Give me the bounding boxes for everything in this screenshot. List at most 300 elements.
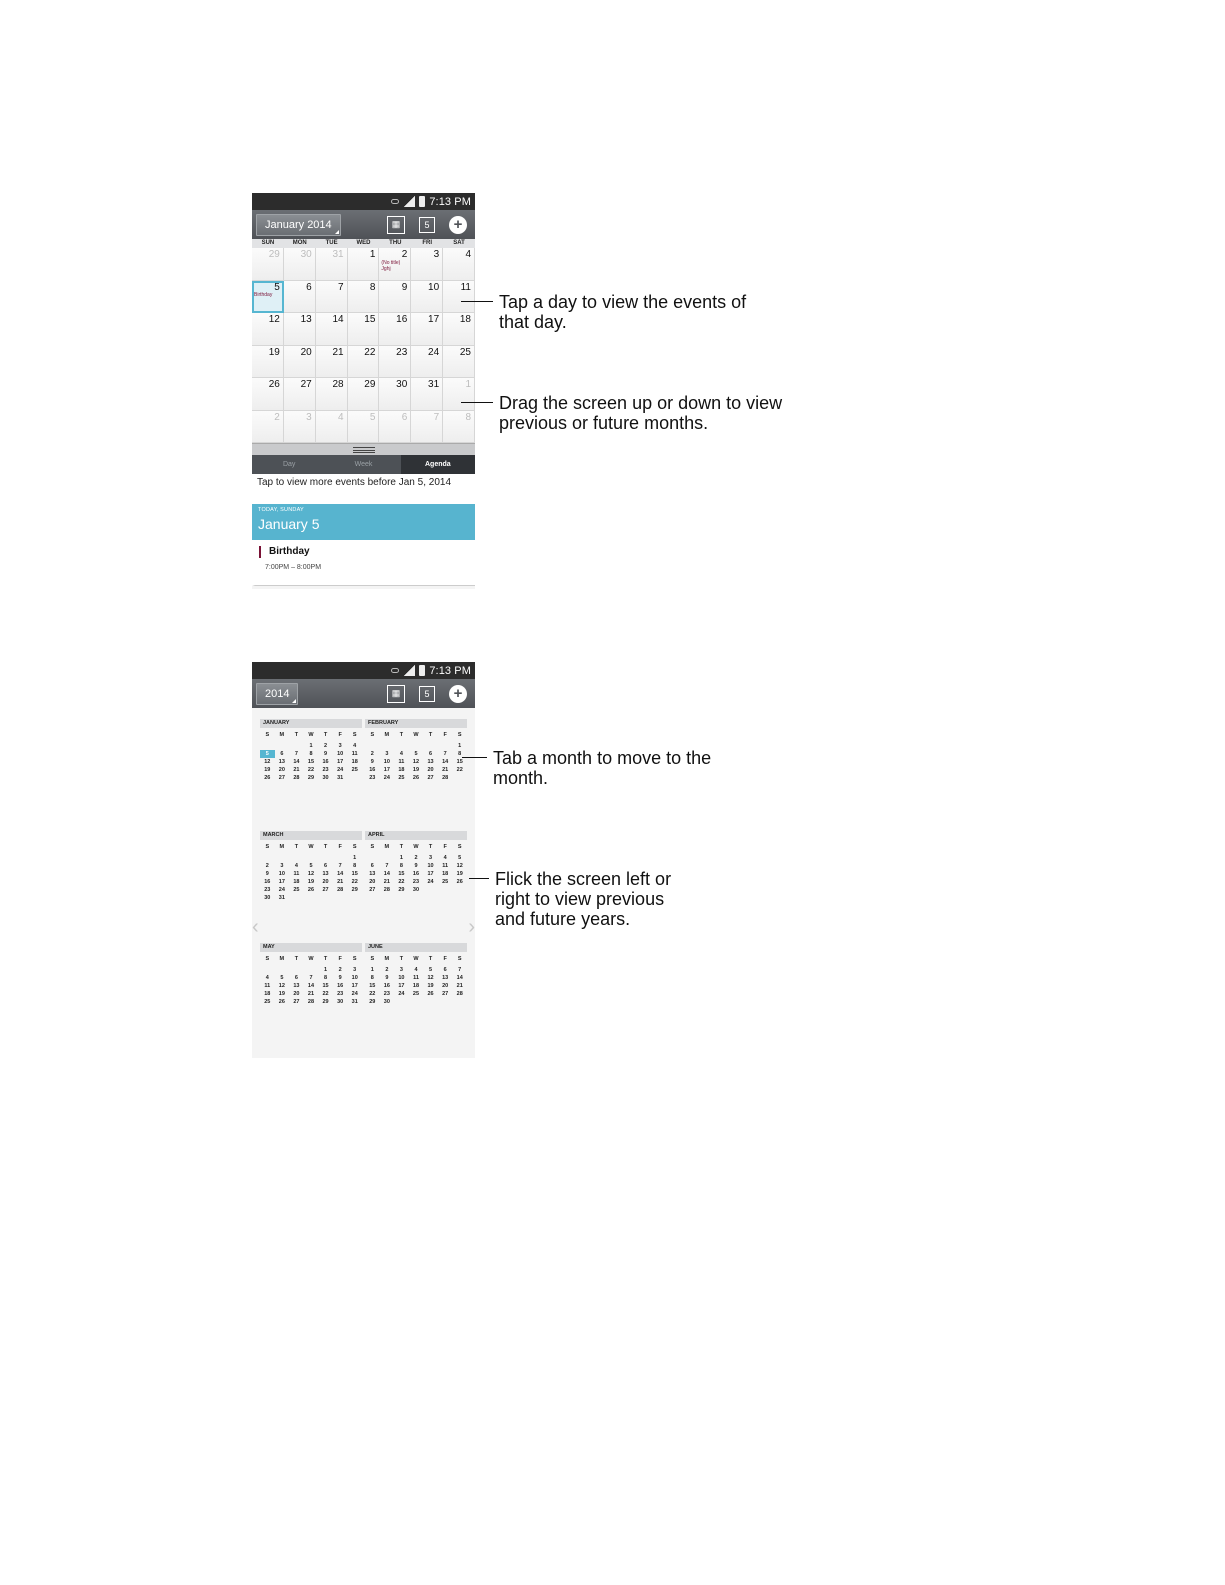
mini-day: 8: [324, 975, 328, 981]
mini-day: 6: [370, 863, 374, 869]
empty-cell: [304, 966, 319, 974]
month-grid: [252, 248, 475, 443]
day-number: 16: [396, 314, 408, 325]
weekday-label: MON: [292, 240, 307, 246]
day-cell[interactable]: [348, 281, 380, 314]
mini-day: 15: [398, 871, 405, 877]
weekday-label: S: [457, 844, 462, 850]
day-number: 3: [306, 411, 312, 423]
day-cell[interactable]: [411, 346, 443, 379]
grid-icon[interactable]: ▦: [387, 216, 405, 234]
view-tabs: [252, 455, 475, 474]
mini-day: 29: [307, 775, 315, 781]
day-cell[interactable]: [379, 281, 411, 314]
mini-day: 25: [351, 767, 358, 773]
weekday-label: THU: [389, 240, 402, 246]
day-cell[interactable]: [316, 378, 348, 411]
mini-day: 11: [413, 975, 419, 981]
day-cell[interactable]: [411, 313, 443, 346]
day-cell[interactable]: [252, 248, 284, 281]
weekday-label: T: [399, 844, 404, 850]
weekday-label: M: [384, 732, 390, 738]
mini-day: 16: [264, 879, 271, 885]
mini-day: 8: [370, 975, 374, 981]
day-cell[interactable]: [411, 248, 443, 281]
day-number: 3: [433, 249, 440, 260]
empty-cell: [289, 854, 304, 862]
mini-day: 19: [427, 983, 434, 989]
day-cell[interactable]: [252, 411, 284, 444]
day-cell[interactable]: [348, 378, 380, 411]
mini-day: 28: [442, 775, 449, 781]
mini-day: 20: [322, 879, 329, 885]
day-cell[interactable]: [443, 346, 475, 379]
mini-day: 9: [385, 975, 389, 981]
day-cell[interactable]: [316, 281, 348, 314]
mini-day: 15: [456, 759, 463, 765]
day-number: 18: [459, 314, 471, 325]
mini-day: 18: [264, 991, 271, 997]
weekday-label: S: [457, 732, 462, 738]
mini-day: 1: [353, 855, 357, 861]
mini-day: 14: [383, 871, 390, 877]
mini-day: 17: [278, 879, 285, 885]
chevron-left-icon[interactable]: ‹: [252, 916, 259, 938]
mini-day: 15: [307, 759, 315, 765]
day-number: 4: [338, 411, 344, 423]
month-card[interactable]: [260, 943, 362, 1055]
day-cell[interactable]: [284, 378, 316, 411]
day-cell[interactable]: [379, 248, 411, 281]
mini-day: 30: [337, 999, 344, 1005]
mini-day: 21: [442, 767, 449, 773]
month-card[interactable]: [365, 719, 467, 831]
action-bar: [252, 679, 475, 708]
mini-day: 27: [278, 775, 285, 781]
mini-day: 28: [293, 775, 300, 781]
day-cell[interactable]: [379, 346, 411, 379]
mini-day: 6: [443, 967, 447, 973]
drag-handle-icon: [353, 447, 375, 453]
mini-day: 7: [458, 967, 462, 973]
plus-icon[interactable]: +: [449, 216, 467, 234]
mini-day: 19: [456, 871, 463, 877]
callout-text: Tap a day to view the events of that day.: [499, 292, 747, 332]
mini-day: 23: [383, 991, 390, 997]
day-cell[interactable]: [252, 378, 284, 411]
day-cell[interactable]: [379, 313, 411, 346]
weekday-label: T: [428, 956, 433, 962]
mini-day: 10: [278, 871, 285, 877]
day-number: 20: [300, 346, 312, 358]
mini-day: 9: [265, 871, 269, 877]
mini-day: 31: [278, 895, 285, 901]
day-cell[interactable]: [252, 313, 284, 346]
mini-day: 19: [278, 991, 285, 997]
mini-day: 3: [399, 967, 403, 973]
weekday-label: M: [279, 732, 285, 738]
callout-tap-day: [461, 292, 779, 332]
mini-day: 28: [383, 887, 390, 893]
mini-day: 13: [293, 983, 300, 989]
day-cell[interactable]: [316, 313, 348, 346]
mini-day: 26: [278, 999, 285, 1005]
weekday-label: M: [384, 956, 390, 962]
day-cell[interactable]: [316, 248, 348, 281]
mini-day: 7: [385, 863, 389, 869]
weekday-label: T: [294, 732, 299, 738]
mini-day: 27: [322, 887, 329, 893]
weekday-label: T: [399, 732, 404, 738]
empty-cell: [289, 966, 304, 974]
callout-drag-screen: [461, 393, 819, 433]
mini-day: 27: [369, 887, 376, 893]
day-cell[interactable]: [348, 313, 380, 346]
chevron-right-icon[interactable]: ›: [468, 916, 475, 938]
callout-text: Tab a month to move to the month.: [493, 748, 712, 788]
mini-day: 28: [307, 999, 315, 1005]
day-cell[interactable]: [379, 378, 411, 411]
empty-cell: [275, 966, 290, 974]
mini-day: 6: [294, 975, 298, 981]
day-cell[interactable]: [411, 281, 443, 314]
mini-day: 21: [456, 983, 463, 989]
weekday-label: M: [279, 844, 285, 850]
mini-day: 20: [427, 767, 434, 773]
mini-day: 7: [443, 751, 447, 757]
mini-day: 10: [383, 759, 390, 765]
day-number: 30: [300, 249, 312, 260]
weekday-label: F: [443, 732, 447, 738]
mini-day: 22: [369, 991, 376, 997]
tab-day[interactable]: Day: [282, 461, 296, 468]
weekday-label: F: [443, 844, 447, 850]
mini-day: 6: [280, 751, 284, 757]
day-cell[interactable]: [284, 346, 316, 379]
mini-day: 5: [458, 855, 462, 861]
mini-day: 13: [278, 759, 285, 765]
weekday-label: S: [457, 956, 462, 962]
mini-day: 22: [398, 879, 405, 885]
day-number: 8: [465, 411, 471, 423]
empty-cell: [260, 742, 275, 750]
month-name: JANUARY: [260, 719, 362, 728]
weekday-label: W: [413, 956, 419, 962]
empty-cell: [260, 966, 275, 974]
mini-day: 6: [324, 863, 328, 869]
month-name: MAY: [260, 943, 362, 952]
mini-day: 12: [427, 975, 434, 981]
empty-cell: [318, 854, 333, 862]
mini-day: 29: [322, 999, 329, 1005]
day-number: 26: [268, 379, 280, 390]
action-bar: [252, 210, 475, 239]
mini-day: 2: [338, 967, 342, 973]
mini-day: 4: [294, 863, 298, 869]
mini-day: 17: [427, 871, 434, 877]
more-events-link[interactable]: Tap to view more events before Jan 5, 2014: [252, 474, 475, 504]
empty-cell: [365, 854, 380, 862]
day-number: 24: [428, 346, 440, 358]
empty-cell: [304, 854, 319, 862]
day-cell[interactable]: [348, 411, 380, 444]
day-number: 31: [428, 379, 440, 390]
mini-day: 15: [369, 983, 376, 989]
day-number: 29: [268, 249, 280, 260]
mini-day: 5: [280, 975, 284, 981]
mini-day: 30: [412, 887, 420, 893]
calendar-day-icon[interactable]: 5: [419, 217, 435, 233]
day-number: 21: [332, 346, 344, 358]
mini-day: 4: [414, 967, 418, 973]
day-cell[interactable]: [348, 248, 380, 281]
mini-day: 8: [353, 863, 357, 869]
callout-tab-month: [462, 748, 713, 788]
year-selector-button[interactable]: 2014: [256, 683, 298, 705]
weekday-label: T: [428, 844, 433, 850]
mini-day: 23: [322, 767, 329, 773]
mini-day: 31: [351, 999, 358, 1005]
day-cell[interactable]: [284, 411, 316, 444]
day-number: 2: [401, 249, 408, 260]
mini-month-grid: [260, 731, 362, 782]
day-number: 7: [433, 411, 440, 423]
calendar-day-icon[interactable]: 5: [419, 686, 435, 702]
mini-day: 2: [385, 967, 389, 973]
weekday-label: W: [308, 844, 314, 850]
mini-day: 24: [383, 775, 390, 781]
empty-cell: [365, 742, 380, 750]
day-cell[interactable]: [316, 346, 348, 379]
weekday-header: [252, 239, 475, 248]
mini-day: 4: [443, 855, 447, 861]
callout-text: Flick the screen left or right to view previous and future years.: [495, 869, 672, 929]
mini-day: 11: [398, 759, 405, 765]
mini-day: 22: [456, 767, 463, 773]
mini-day: 23: [264, 887, 271, 893]
day-number: 12: [268, 314, 280, 325]
mini-day: 19: [264, 767, 271, 773]
tab-week[interactable]: Week: [354, 461, 373, 468]
link-icon: [391, 668, 399, 673]
mini-day: 26: [412, 775, 420, 781]
battery-icon: [419, 665, 425, 676]
mini-day: 25: [293, 887, 300, 893]
weekday-label: T: [399, 956, 404, 962]
mini-day: 10: [398, 975, 405, 981]
day-cell[interactable]: [252, 281, 284, 314]
mini-day: 18: [398, 767, 405, 773]
month-name: FEBRUARY: [365, 719, 467, 728]
callout-line: [469, 878, 489, 879]
empty-cell: [275, 742, 290, 750]
mini-day: 3: [353, 967, 357, 973]
mini-day: 30: [383, 999, 390, 1005]
mini-day: 20: [293, 991, 300, 997]
mini-day: 22: [322, 991, 329, 997]
mini-day: 24: [337, 767, 344, 773]
mini-day: 15: [322, 983, 329, 989]
grid-icon[interactable]: ▦: [387, 685, 405, 703]
mini-day: 17: [398, 983, 405, 989]
day-number: 19: [268, 346, 280, 358]
mini-day: 14: [293, 759, 300, 765]
day-cell[interactable]: [252, 346, 284, 379]
mini-day: 21: [383, 879, 390, 885]
mini-day: 29: [351, 887, 358, 893]
empty-cell: [409, 742, 424, 750]
mini-day: 24: [398, 991, 405, 997]
mini-day: 11: [442, 863, 449, 869]
callout-flick-screen: [469, 869, 695, 929]
mini-day: 5: [309, 863, 313, 869]
month-grid-list: [260, 719, 467, 1055]
day-cell[interactable]: [284, 281, 316, 314]
day-cell[interactable]: [316, 411, 348, 444]
day-number: 4: [465, 249, 471, 260]
mini-day: 11: [351, 751, 358, 757]
mini-day: 23: [369, 775, 376, 781]
month-card[interactable]: [365, 943, 467, 1055]
weekday-label: WED: [356, 240, 371, 246]
mini-day: 15: [351, 871, 358, 877]
mini-day: 14: [337, 871, 344, 877]
mini-day: 7: [309, 975, 313, 981]
month-name: APRIL: [365, 831, 467, 840]
day-number: 29: [364, 379, 376, 390]
status-bar: [252, 193, 475, 210]
weekday-label: W: [413, 844, 419, 850]
weekday-label: S: [370, 732, 375, 738]
mini-day: 11: [264, 983, 271, 989]
mini-day: 5: [429, 967, 433, 973]
day-number: 25: [459, 346, 471, 358]
mini-day: 20: [278, 767, 285, 773]
mini-day: 3: [280, 863, 284, 869]
mini-day: 2: [265, 863, 269, 869]
month-card[interactable]: [260, 831, 362, 943]
mini-day: 26: [307, 887, 315, 893]
weekday-label: S: [370, 956, 375, 962]
today-label: TODAY, SUNDAY: [258, 507, 304, 513]
day-cell[interactable]: [284, 313, 316, 346]
day-cell[interactable]: [411, 411, 443, 444]
mini-day: 1: [324, 967, 328, 973]
mini-day: 27: [293, 999, 300, 1005]
mini-day: 21: [293, 767, 300, 773]
signal-icon: [403, 665, 415, 676]
mini-day: 9: [370, 759, 374, 765]
mini-day: 22: [307, 767, 315, 773]
mini-month-grid: [365, 955, 467, 1006]
weekday-label: S: [352, 732, 357, 738]
day-number: 14: [332, 314, 344, 325]
battery-icon: [419, 196, 425, 207]
callout-text: Drag the screen up or down to view previous or future months.: [499, 393, 783, 433]
mini-day: 10: [351, 975, 358, 981]
day-number: 28: [332, 379, 344, 390]
mini-day: 29: [398, 887, 405, 893]
day-number: 1: [369, 249, 376, 260]
weekday-label: S: [265, 956, 270, 962]
day-cell[interactable]: [348, 346, 380, 379]
mini-day: 5: [260, 750, 275, 758]
mini-day: 12: [456, 863, 463, 869]
mini-day: 21: [337, 879, 344, 885]
weekday-label: T: [294, 844, 299, 850]
mini-day: 18: [442, 871, 449, 877]
day-number: 5: [274, 281, 280, 293]
mini-day: 8: [399, 863, 403, 869]
mini-day: 23: [412, 879, 420, 885]
mini-day: 10: [427, 863, 434, 869]
day-cell[interactable]: [379, 411, 411, 444]
weekday-label: T: [294, 956, 299, 962]
mini-day: 13: [442, 975, 449, 981]
callout-line: [461, 301, 493, 302]
mini-day: 30: [264, 895, 271, 901]
month-card[interactable]: [365, 831, 467, 943]
empty-cell: [260, 854, 275, 862]
day-cell[interactable]: [284, 248, 316, 281]
day-number: 6: [401, 411, 408, 423]
mini-day: 18: [293, 879, 300, 885]
mini-day: 23: [337, 991, 344, 997]
year-view-screenshot: [252, 662, 475, 1058]
empty-cell: [275, 854, 290, 862]
month-name: MARCH: [260, 831, 362, 840]
mini-day: 2: [414, 855, 418, 861]
mini-day: 12: [307, 871, 315, 877]
mini-day: 16: [322, 759, 329, 765]
agenda-event[interactable]: [252, 540, 475, 586]
mini-day: 13: [427, 759, 434, 765]
mini-month-grid: [365, 731, 467, 782]
weekday-label: TUE: [325, 240, 338, 246]
mini-day: 25: [412, 991, 420, 997]
weekday-label: F: [338, 732, 342, 738]
mini-day: 24: [278, 887, 285, 893]
weekday-label: W: [308, 956, 314, 962]
mini-day: 26: [456, 879, 463, 885]
mini-day: 25: [264, 999, 271, 1005]
day-cell[interactable]: [443, 248, 475, 281]
plus-icon[interactable]: +: [449, 685, 467, 703]
day-number: 2: [274, 411, 280, 423]
mini-day: 1: [399, 855, 403, 861]
mini-day: 14: [456, 975, 463, 981]
month-selector-button[interactable]: January 2014: [256, 214, 341, 236]
weekday-label: SAT: [453, 240, 465, 246]
mini-day: 11: [293, 871, 300, 877]
weekday-label: S: [352, 844, 357, 850]
mini-day: 2: [370, 751, 374, 757]
weekday-label: T: [323, 732, 328, 738]
drag-handle[interactable]: [252, 443, 475, 455]
mini-day: 3: [429, 855, 433, 861]
mini-day: 18: [351, 759, 358, 765]
callout-line: [461, 402, 493, 403]
month-card[interactable]: [260, 719, 362, 831]
mini-day: 2: [324, 743, 328, 749]
event-title: Birthday: [269, 546, 310, 557]
mini-day: 10: [337, 751, 344, 757]
empty-cell: [438, 742, 453, 750]
tab-agenda[interactable]: Agenda: [401, 455, 475, 474]
day-number: 7: [338, 281, 344, 293]
day-number: 27: [300, 379, 312, 390]
day-cell[interactable]: [411, 378, 443, 411]
